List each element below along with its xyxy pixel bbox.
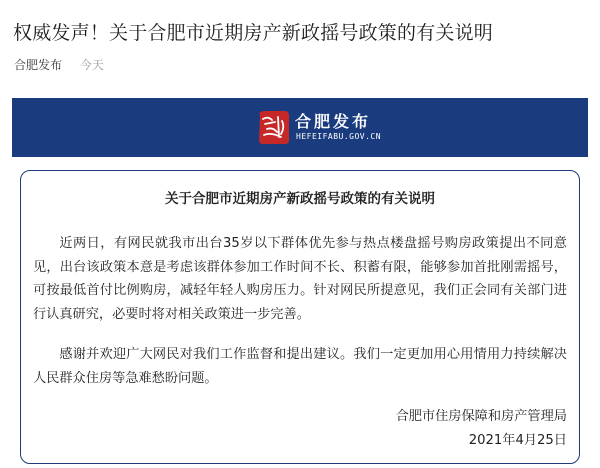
hefei-fabu-logo — [255, 104, 382, 150]
article-source-link[interactable]: 合肥发布 — [14, 58, 63, 72]
red-seal-icon — [255, 107, 293, 147]
notice-signature: 合肥市住房保障和房产管理局 — [395, 409, 567, 424]
logo-domain-text: HEFEIFABU.GOV.CN — [296, 132, 382, 141]
article-headline: 权威发声！关于合肥市近期房产新政摇号政策的有关说明 — [13, 22, 494, 44]
article-meta — [14, 56, 104, 73]
notice-paragraph: 感谢并欢迎广大网民对我们工作监督和提出建议。我们一定更加用心用情用力持续解决人民群众住房等急难愁盼问题。 — [33, 347, 567, 386]
notice-date: 2021年4月25日 — [468, 432, 567, 448]
hefei-fabu-banner — [12, 98, 588, 157]
notice-paragraph: 近两日，有网民就我市出台35岁以下群体优先参与热点楼盘摇号购房政策提出不同意见，出台该政策本意是考虑该群体参加工作时间不长、积蓄有限，能够参加首批刚需摇号，可按最低首付比例购房，减轻年轻人购房压力。针对网民所提意见，我们正会同有关部门进行认真研究，必要时将对相关政策进一步完善。 — [33, 236, 567, 322]
notice-box — [20, 170, 580, 464]
logo-name-text: 合肥发布 — [295, 112, 372, 131]
article-publish-time: 今天 — [79, 58, 104, 72]
notice-title: 关于合肥市近期房产新政摇号政策的有关说明 — [165, 191, 435, 207]
notice-signature-block — [396, 405, 567, 452]
